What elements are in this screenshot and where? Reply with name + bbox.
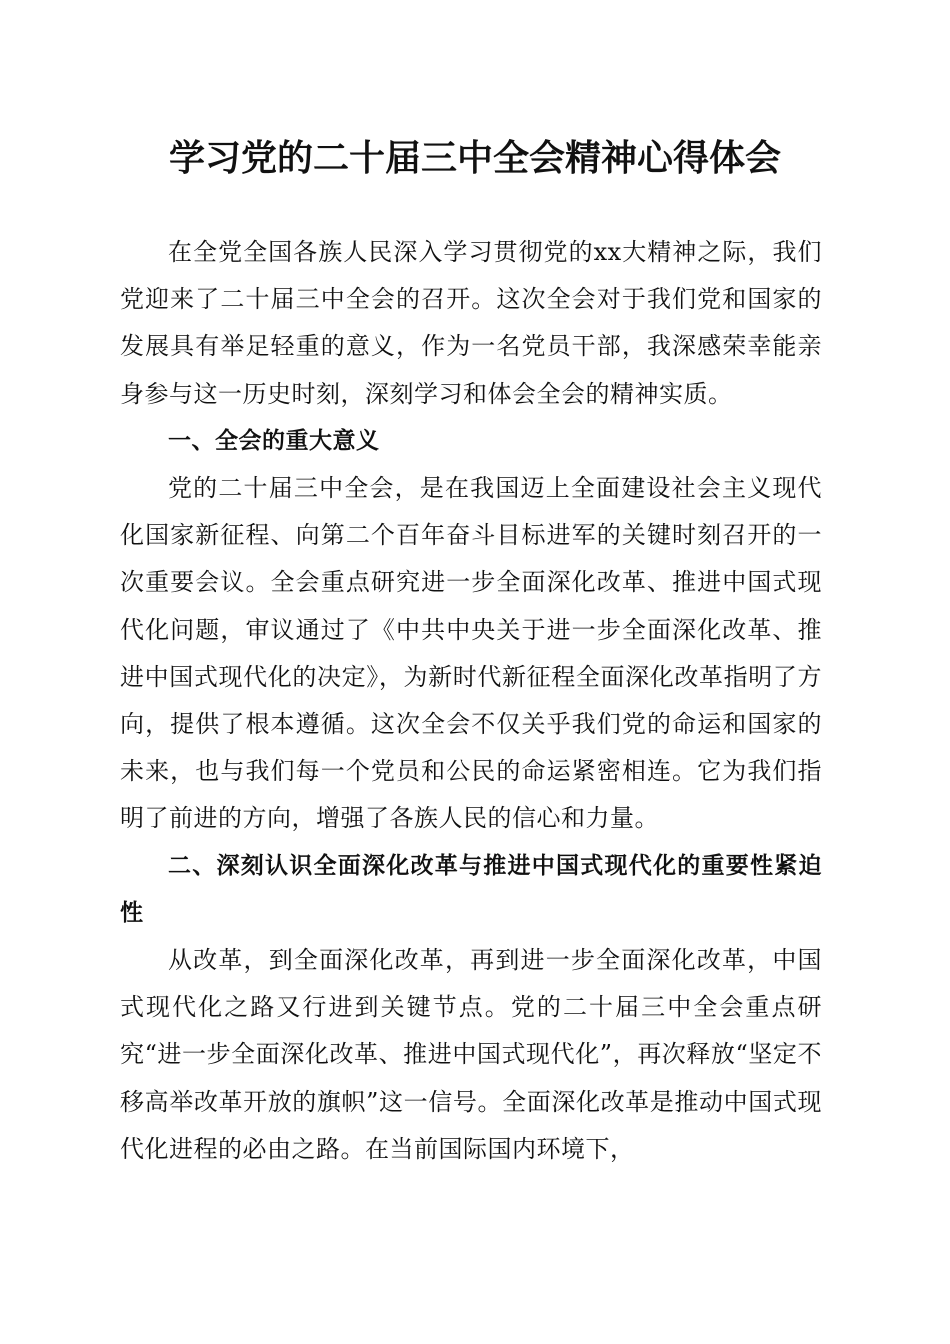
section-heading-1: 一、全会的重大意义	[168, 427, 380, 454]
section-2-paragraph: 从改革，到全面深化改革，再到进一步全面深化改革，中国式现代化之路又行进到关键节点。党的二十届三中全会重点研究“进一步全面深化改革、推进中国式现代化”，再次释放“坚定不移高举改革开放的旗帜”这一信号。全面深化改革是推动中国式现代化进程的必由之路。在当前国际国内环境下，	[120, 946, 822, 1163]
section-1-paragraph: 党的二十届三中全会，是在我国迈上全面建设社会主义现代化国家新征程、向第二个百年奋斗目标进军的关键时刻召开的一次重要会议。全会重点研究进一步全面深化改革、推进中国式现代化问题，审议通过了《中共中央关于进一步全面深化改革、推进中国式现代化的决定》，为新时代新征程全面深化改革指明了方向，提供了根本遵循。这次全会不仅关乎我们党的命运和国家的未来，也与我们每一个党员和公民的命运紧密相连。它为我们指明了前进的方向，增强了各族人民的信心和力量。	[120, 474, 822, 833]
document-body	[120, 229, 822, 1173]
document-title: 学习党的二十届三中全会精神心得体会	[168, 137, 781, 179]
intro-paragraph: 在全党全国各族人民深入学习贯彻党的xx大精神之际，我们党迎来了二十届三中全会的召开。这次全会对于我们党和国家的发展具有举足轻重的意义，作为一名党员干部，我深感荣幸能亲身参与这一历史时刻，深刻学习和体会全会的精神实质。	[120, 238, 822, 408]
section-heading-2: 二、深刻认识全面深化改革与推进中国式现代化的重要性紧迫性	[120, 852, 822, 926]
